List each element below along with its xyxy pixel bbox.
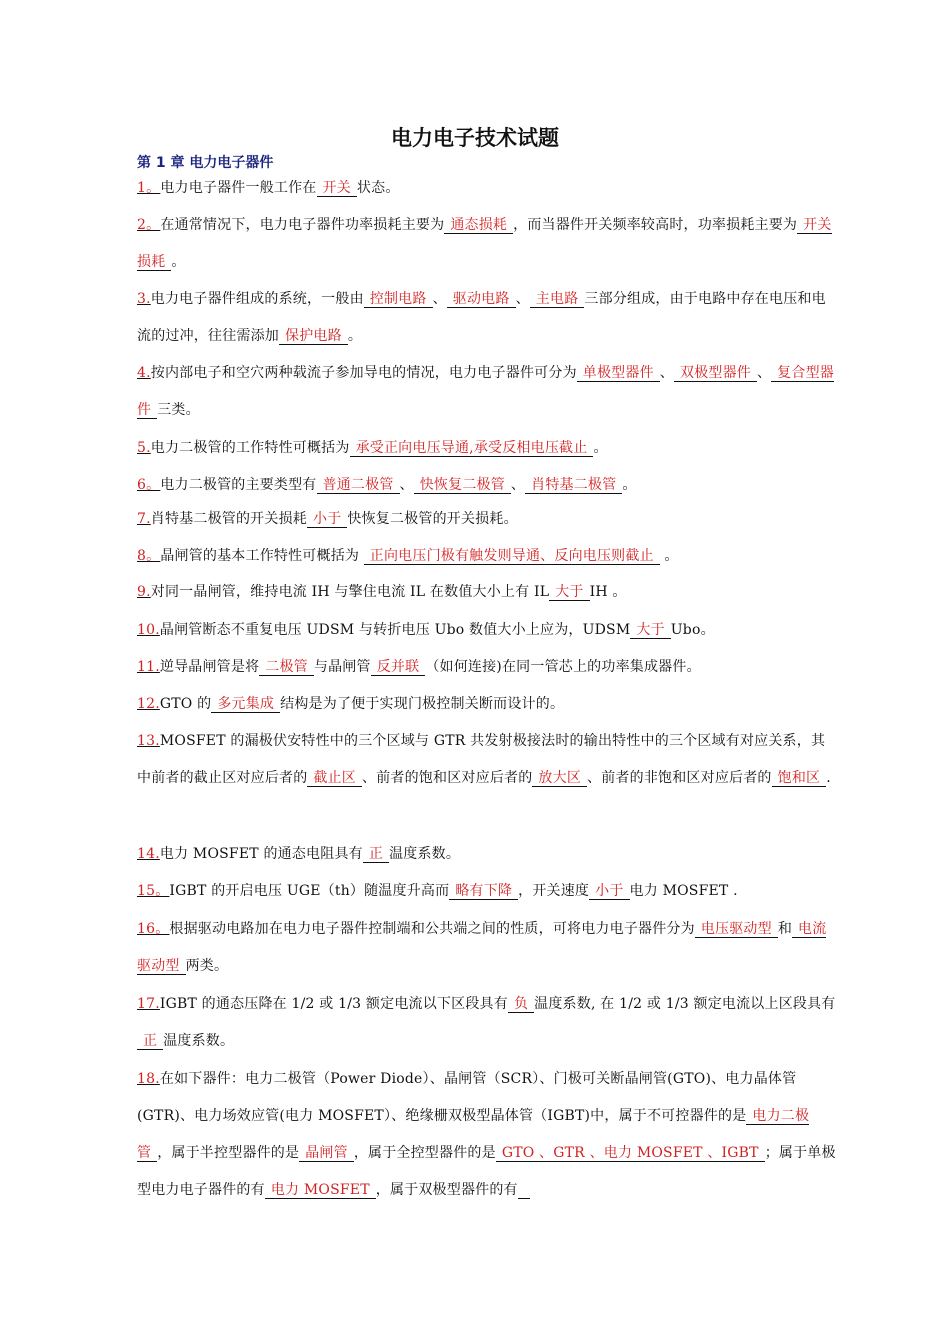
answer-blank: 截止区 [307,770,362,787]
question-text: 两类。 [185,958,229,974]
question-q1 [137,170,837,207]
answer-blank: 放大区 [532,770,587,787]
question-text: 状态。 [356,180,400,196]
answer-blank: 控制电路 [364,291,433,308]
question-text: 三类。 [157,402,200,418]
answer-blank [518,1182,530,1199]
question-text: 三部分组成，由于电路中存在电压和电流的过冲，往往需添加 [137,291,826,344]
answer-blank: 单极型器件 [577,365,660,382]
question-text: 电力电子器件组成的系统，一般由 [150,291,364,307]
question-text: 晶闸管断态不重复电压 UDSM 与转折电压 Ubo 数值大小上应为，UDSM [159,622,631,638]
question-number: 8。 [137,548,161,564]
answer-blank: 二极管 [259,659,314,676]
question-text: IGBT 的开启电压 UGE（th）随温度升高而 [169,883,450,899]
answer-blank: 保护电路 [279,328,348,345]
question-text: 。 [593,440,608,456]
question-text: 、 [399,477,414,493]
question-text: ，属于全控型器件的是 [353,1145,496,1161]
question-number: 3. [137,291,151,307]
question-number: 16。 [137,921,170,937]
document-title: 电力电子技术试题 [391,126,559,150]
answer-blank: 电力二极管 [137,1108,810,1161]
question-q7 [137,501,837,538]
answer-blank: 复合型器件 [137,365,834,418]
question-text: 与晶闸管 [313,659,371,675]
question-q8 [137,538,837,575]
question-q10 [137,612,837,649]
answer-blank: 饱和区 [772,770,827,787]
question-text: 、前者的非饱和区对应后者的 [587,770,772,786]
question-text: ，开关速度 [518,883,590,899]
question-text: 对同一晶闸管，维持电流 IH 与擎住电流 IL 在数值大小上有 IL [150,584,550,600]
question-text: 电力电子器件一般工作在 [160,180,317,196]
question-text: IGBT 的通态压降在 1/2 或 1/3 额定电流以下区段具有 [159,996,508,1012]
question-text: 逆导晶闸管是将 [159,659,260,675]
question-q15 [137,873,837,910]
answer-blank: 大于 [630,622,670,639]
answer-blank: 肖特基二极管 [525,477,622,494]
question-q3 [137,281,837,355]
answer-blank: 驱动电路 [447,291,516,308]
answer-blank: 电流驱动型 [137,921,827,974]
question-q5 [137,430,837,467]
answer-blank: 小于 [589,883,629,900]
question-text: 电力二极管的主要类型有 [160,477,317,493]
chapter-heading: 第 1 章 电力电子器件 [137,155,274,171]
question-q13 [137,723,837,797]
question-text: 、 [515,291,530,307]
question-text: 温度系数, 在 1/2 或 1/3 额定电流以上区段具有 [534,996,836,1012]
answer-blank: 负 [508,996,534,1013]
question-text: Ubo。 [670,622,715,638]
question-text: 。 [622,477,637,493]
question-q12 [137,686,837,723]
question-text: 温度系数。 [389,846,461,862]
question-text: MOSFET 的漏极伏安特性中的三个区域与 GTR 共发射极接法时的输出特性中的三个区域有对应关系，其中前者的截止区对应后者的 [137,733,826,786]
question-number: 10. [137,622,160,638]
question-number: 2。 [137,217,161,233]
answer-blank: 开关 [317,180,357,197]
question-text: 、 [659,365,674,381]
answer-blank: 正向电压门极有触发则导通、反向电压则截止 [364,548,660,565]
answer-blank: 反并联 [371,659,426,676]
answer-blank: 主电路 [530,291,585,308]
answer-blank: 大于 [549,584,589,601]
question-text: 快恢复二极管的开关损耗。 [347,511,518,527]
question-q16 [137,911,837,985]
answer-blank: 略有下降 [449,883,518,900]
question-text: 温度系数。 [163,1033,235,1049]
question-text: 在通常情况下，电力电子器件功率损耗主要为 [160,217,445,233]
question-q11 [137,649,837,686]
question-text: 根据驱动电路加在电力电子器件控制端和公共端之间的性质，可将电力电子器件分为 [169,921,695,937]
answer-blank: 电压驱动型 [695,921,778,938]
question-q14 [137,836,837,873]
question-text: ；属于单极型电力电子器件的有 [137,1145,836,1198]
answer-blank: 多元集成 [211,696,280,713]
question-q4 [137,355,837,429]
question-text: 晶闸管的基本工作特性可概括为 [160,548,364,564]
question-text: 、 [510,477,526,493]
question-text: 按内部电子和空穴两种载流子参加导电的情况，电力电子器件可分为 [150,365,577,381]
question-text: 电力 MOSFET 的通态电阻具有 [159,846,363,862]
question-text: ，属于双极型器件的有 [375,1182,518,1198]
question-number: 17. [137,996,160,1012]
question-text: 。 [347,328,363,344]
answer-blank: 普通二极管 [317,477,400,494]
answer-blank: 通态损耗 [444,217,513,234]
question-text: 结构是为了便于实现门极控制关断而设计的。 [280,696,565,712]
question-text: . [826,770,831,786]
answer-blank: 开关损耗 [137,217,832,270]
answer-blank: 晶闸管 [299,1145,354,1162]
question-text: 在如下器件：电力二极管（Power Diode）、晶闸管（SCR）、门极可关断晶闸管(GTO)、电力晶体管(GTR)、电力场效应管(电力 MOSFET）、绝缘栅双极型晶体管（IGBT)中，属于不可控器件的是 [137,1071,797,1124]
question-text: 、 [432,291,447,307]
answer-blank: GTO 、GTR 、电力 MOSFET 、IGBT [496,1145,765,1162]
question-number: 4. [137,365,151,381]
question-text: 肖特基二极管的开关损耗 [150,511,307,527]
question-text: ，属于半控型器件的是 [157,1145,300,1161]
question-text: 和 [777,921,793,937]
question-number: 1。 [137,180,161,196]
question-text: 电力 MOSFET . [629,883,738,899]
question-number: 12. [137,696,160,712]
answer-blank: 小于 [307,511,347,528]
question-text: GTO 的 [159,696,212,712]
answer-blank: 电力 MOSFET [265,1182,376,1199]
question-text: 、 [756,365,772,381]
question-text: 。 [659,548,679,564]
question-text: 。 [171,254,186,270]
question-number: 5. [137,440,151,456]
question-number: 11. [137,659,160,675]
question-number: 6。 [137,477,161,493]
question-number: 7. [137,511,151,527]
question-number: 15。 [137,883,170,899]
question-q18 [137,1061,837,1209]
question-q9 [137,574,837,611]
question-q2 [137,207,837,281]
answer-blank: 承受正向电压导通,承受反相电压截止 [350,440,594,457]
question-text: ，而当器件开关频率较高时，功率损耗主要为 [513,217,798,233]
question-q6 [137,467,837,504]
answer-blank: 正 [363,846,389,863]
answer-blank: 双极型器件 [674,365,757,382]
question-number: 14. [137,846,160,862]
question-number: 18. [137,1071,160,1087]
question-text: 电力二极管的工作特性可概括为 [150,440,350,456]
question-text: IH 。 [589,584,627,600]
question-text: （如何连接)在同一管芯上的功率集成器件。 [425,659,701,675]
question-number: 13. [137,733,160,749]
answer-blank: 快恢复二极管 [414,477,511,494]
question-text: 、前者的饱和区对应后者的 [362,770,533,786]
question-q17 [137,986,837,1060]
question-number: 9. [137,584,151,600]
answer-blank: 正 [137,1033,163,1050]
